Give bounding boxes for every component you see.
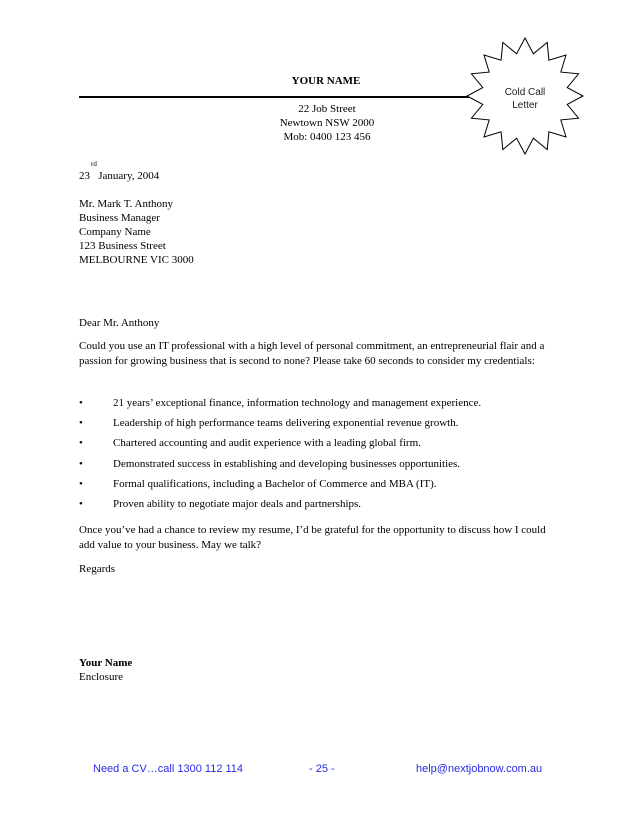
bullet-dot-icon: •: [79, 458, 83, 470]
salutation: Dear Mr. Anthony: [79, 317, 160, 329]
recipient-title: Business Manager: [79, 212, 160, 224]
bullet-text: Demonstrated success in establishing and developing businesses opportunities.: [113, 458, 461, 470]
bullet-dot-icon: •: [79, 498, 83, 510]
bullet-text: Formal qualifications, including a Bachelor of Commerce and MBA (IT).: [113, 478, 437, 490]
enclosure-note: Enclosure: [79, 671, 123, 683]
recipient-company: Company Name: [79, 226, 151, 238]
sender-name-heading: YOUR NAME: [291, 75, 361, 87]
badge-label: [495, 86, 555, 112]
bullet-dot-icon: •: [79, 478, 83, 490]
footer-email-link[interactable]: help@nextjobnow.com.au: [416, 763, 543, 775]
recipient-city: MELBOURNE VIC 3000: [79, 254, 194, 266]
header-divider: [79, 96, 499, 98]
bullet-text: 21 years’ exceptional finance, information technology and management experience.: [113, 397, 482, 409]
sender-street: 22 Job Street: [298, 103, 356, 115]
bullet-dot-icon: •: [79, 437, 83, 449]
intro-paragraph: Could you use an IT professional with a high level of personal commitment, an entrepreneurial flair and a passion for growing business that is second to none? Please take 60 seconds to consider my credentials:: [79, 340, 545, 367]
bullet-text: Chartered accounting and audit experience with a leading global firm.: [113, 437, 421, 449]
date-ordinal-suffix: rd: [91, 160, 97, 168]
recipient-address: [79, 197, 194, 267]
bullet-dot-icon: •: [79, 417, 83, 429]
footer-phone-text: Need a CV…call 1300 112 114: [93, 763, 244, 775]
badge-line-1: Cold Call: [504, 87, 546, 98]
recipient-name: Mr. Mark T. Anthony: [79, 198, 174, 210]
date-rest: January, 2004: [98, 170, 160, 182]
letter-date: [79, 170, 159, 182]
recipient-street: 123 Business Street: [79, 240, 166, 252]
bullet-dot-icon: •: [79, 397, 83, 409]
sender-address: [260, 102, 394, 144]
bullet-text: Proven ability to negotiate major deals and partnerships.: [113, 498, 362, 510]
sender-suburb: Newtown NSW 2000: [279, 117, 375, 129]
sender-mobile: Mob: 0400 123 456: [283, 131, 371, 143]
sign-off: Regards: [79, 563, 116, 575]
closing-paragraph: Once you’ve had a chance to review my resume, I’d be grateful for the opportunity to discuss how I could add value to your business. May we talk?: [79, 524, 546, 551]
page-number: - 25 -: [309, 763, 335, 775]
bullet-text: Leadership of high performance teams delivering exponential revenue growth.: [113, 417, 459, 429]
badge-line-2: Letter: [512, 100, 538, 111]
signature-name: Your Name: [79, 657, 133, 669]
date-day: 23: [79, 170, 90, 182]
